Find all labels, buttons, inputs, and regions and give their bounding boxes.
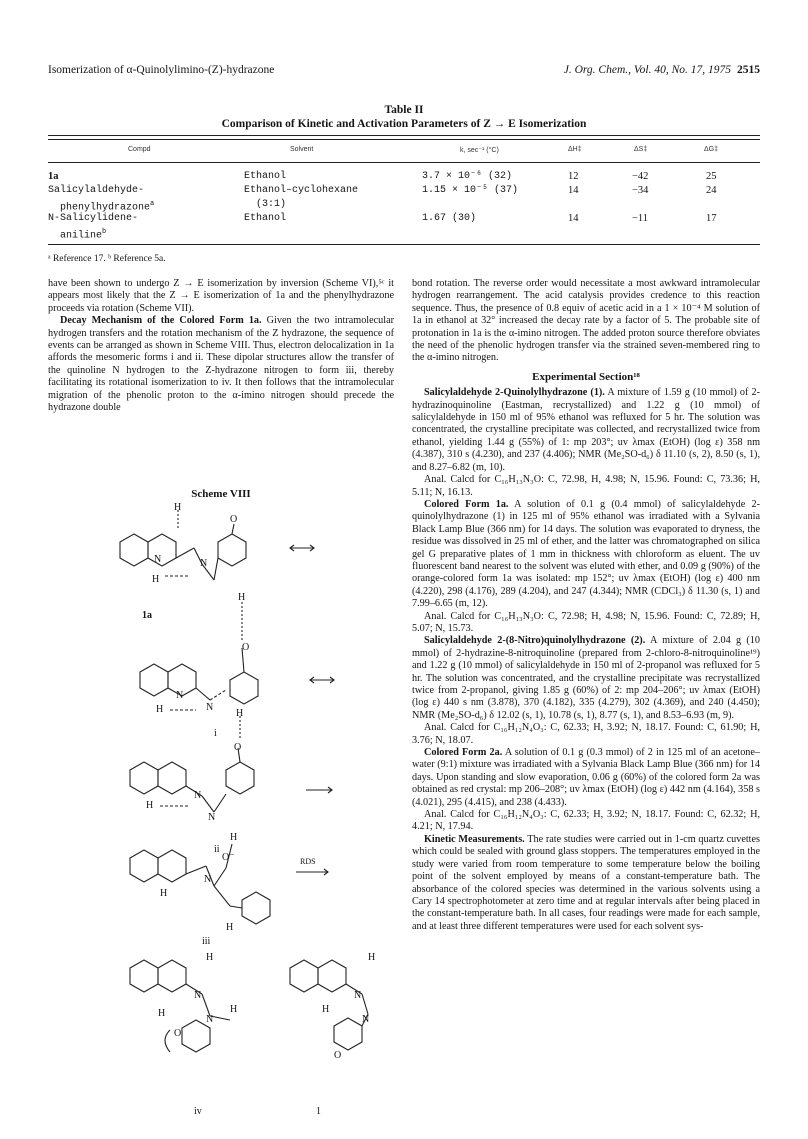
run-in-heading: Kinetic Measurements.	[424, 833, 525, 845]
svg-text:H: H	[146, 800, 154, 811]
running-header-journal	[564, 64, 760, 76]
svg-text:O⁻: O⁻	[222, 852, 235, 863]
svg-text:H: H	[156, 704, 164, 715]
cell-compd: 1a	[48, 171, 59, 182]
svg-text:H: H	[230, 1004, 238, 1015]
cell-dg: 17	[706, 213, 717, 224]
paragraph-text: A solution of 0.1 g (0.4 mmol) of salicylaldehyde 2-quinolylhydrazone (1) in 125 ml of 95% ethanol was irradiated with a Sylvania Black Lamp Blue (366 nm) for 14 days. The solution was evaporated to dryness, the residue was dissolved in 25 ml of ether, and the latter was chromatographed on silica gel G preparative plates of 1 mm in thickness with chloroform as eluent. The uv fluorescent band nearest to the solvent was eluted with ether, and 0.09 g (90%) of the orange-colored form 1a was isolated: mp 152°; uv λmax (EtOH) (log ε) 400 nm (4.220), 298 (4.176), 289 (4.204), and 247 (4.344); NMR (CDCl₃) δ 11.30 (s, 1) and 7.99–6.65 (m, 12).	[412, 498, 760, 610]
label-1a: 1a	[142, 610, 152, 621]
svg-text:H: H	[206, 952, 214, 963]
cell-compd: Salicylaldehyde-	[48, 185, 145, 196]
paragraph: Anal. Calcd for C₁₆H₁₂N₄O₃: C, 62.33; H, 3.92; N, 18.17. Found: C, 62.32; H, 4.21; N, 17.94.	[412, 809, 760, 833]
col-header-dg: ΔG‡	[704, 146, 719, 153]
cell-ds: −42	[632, 171, 649, 182]
table-footnote: ᵃ Reference 17. ᵇ Reference 5a.	[48, 254, 166, 264]
paragraph: Anal. Calcd for C₁₆H₁₃N₃O: C, 72.98; H, 4.98; N, 15.96. Found: C, 72.89; H, 5.07; N, 15.73.	[412, 610, 760, 634]
section-heading: Experimental Section¹⁸	[532, 370, 640, 383]
svg-text:H: H	[230, 832, 238, 843]
svg-text:H: H	[322, 1004, 330, 1015]
run-in-heading: Salicylaldehyde 2-(8-Nitro)quinolylhydrazone (2).	[424, 635, 646, 647]
cell-solvent-cont: (3:1)	[256, 199, 287, 210]
paragraph	[412, 747, 760, 809]
label-iii: iii	[202, 936, 211, 947]
run-in-heading: Decay Mechanism of the Colored Form 1a.	[60, 315, 262, 327]
cell-dh: 12	[568, 171, 579, 182]
svg-text:N: N	[362, 1014, 370, 1025]
paragraph: Anal. Calcd for C₁₆H₁₂N₄O₃: C, 62.33; H, 3.92; N, 18.17. Found: C, 61.90; H, 3.76; N, 18.07.	[412, 722, 760, 746]
paragraph	[412, 387, 760, 474]
svg-text:O: O	[334, 1050, 342, 1061]
svg-text:N: N	[206, 702, 214, 713]
paragraph: Anal. Calcd for C₁₆H₁₃N₃O: C, 72.98, H, 4.98; N, 15.96. Found: C, 73.36; H, 5.11; N, 16.13.	[412, 474, 760, 498]
cell-solvent: Ethanol	[244, 213, 287, 224]
cell-compd-cont-text: phenylhydrazone	[60, 202, 151, 214]
svg-text:H: H	[368, 952, 376, 963]
run-in-heading: Colored Form 1a.	[424, 498, 509, 510]
paragraph-text: A mixture of 2.04 g (10 mmol) of 2-hydrazine-8-nitroquinoline (prepared from 2-chloro-8-nitroquinoline¹⁹) and 1.22 g (10 mmol) of salicylaldehyde in 150 ml of 2-propanol was refluxed for 5 hr. The solution was concentrated, and the crystalline precipitate was recrystallized twice from 2-propanol, giving 1.85 g (60%) of 2: mp 204–206°; uv λmax (EtOH) (log ε) 440 s nm (3.878), 370 (4.182), 335 (4.279), 302 (4.369), and 240 (4.450); NMR (Me₂SO-d₆) δ 12.02 (s, 1), 10.78 (s, 1), 8.77 (s, 1), and 8.53–6.93 (m, 9).	[412, 635, 760, 721]
cell-k: 3.7 × 10⁻⁶ (32)	[422, 171, 513, 182]
svg-text:H: H	[174, 502, 182, 513]
right-column	[412, 278, 760, 933]
svg-text:O: O	[230, 514, 238, 525]
left-column	[48, 278, 394, 414]
label-i: i	[214, 728, 217, 739]
scheme-title: Scheme VIII	[191, 488, 251, 500]
cell-dg: 25	[706, 171, 717, 182]
cell-compd: N-Salicylidene-	[48, 213, 139, 224]
svg-text:N: N	[354, 990, 362, 1001]
footnote-marker: a	[150, 200, 155, 208]
svg-text:N: N	[206, 1014, 214, 1025]
svg-text:O: O	[242, 642, 250, 653]
table-top-rule	[48, 135, 760, 136]
running-header-title: Isomerization of α-Quinolylimino-(Z)-hydrazone	[48, 64, 275, 76]
scheme-viii-figure	[110, 500, 400, 1130]
col-header-solvent: Solvent	[290, 146, 314, 153]
run-in-heading: Colored Form 2a.	[424, 747, 503, 759]
label-1: 1	[316, 1106, 321, 1117]
svg-text:N: N	[204, 874, 212, 885]
svg-text:H: H	[226, 922, 234, 933]
svg-text:N: N	[200, 558, 208, 569]
paragraph-text: A mixture of 1.59 g (10 mmol) of 2-hydrazinoquinoline (Eastman, recrystallized) and 1.22 g (10 mmol) of salicylaldehyde in 150 ml of 95% ethanol was refluxed for 5 hr. The solution was concentrated, the crystalline precipitate was collected, and recrystallized twice from ethanol, yielding 1.44 g (55%) of 1: mp 203°; uv λmax (EtOH) (log ε) 358 nm (4.387), 310 s (4.230), and 237 (4.406); NMR (Me₂SO-d₆) δ 11.10 (s, 2), 8.50 (s, 1), and 8.27–6.82 (m, 10).	[412, 387, 760, 473]
cell-solvent: Ethanol	[244, 171, 287, 182]
paragraph-text: The rate studies were carried out in 1-cm quartz cuvettes which could be sealed with ground glass stoppers. The temperatures employed in the study were varied from room temperature to some temperature below the boiling point of the solvent employed by means of a constant-temperature bath. The absorbance of the colored species was determined in the various solvents using a Cary 14 spectrophotometer at zero time and at regular intervals after being placed in the constant-temperature bath. In all cases, four readings were made for each sample, and at least three different temperatures were used for each solvent sys-	[412, 833, 760, 932]
cell-k: 1.67 (30)	[422, 213, 477, 224]
label-ii: ii	[214, 844, 220, 855]
page-number: 2515	[737, 64, 760, 76]
cell-ds: −11	[632, 213, 649, 224]
paragraph: bond rotation. The reverse order would necessitate a most awkward intramolecular hydrogen rearrangement. The acid catalysis provides credence to this reaction sequence. Thus, the presence of 0.8 equiv of acetic acid in a 1 × 10⁻⁴ M solution of 1a in ethanol at 32° increased the decay rate by a factor of 5. The probable site of protonation in 1a is the α-imino nitrogen. The added proton source therefore obviates the need of the phenolic hydrogen transfer via the strained seven-membered ring to the α-imino nitrogen.	[412, 278, 760, 364]
svg-text:H: H	[158, 1008, 166, 1019]
svg-text:H: H	[236, 708, 244, 719]
footnote-marker: b	[102, 228, 107, 236]
cell-ds: −34	[632, 185, 649, 196]
cell-solvent: Ethanol–cyclohexane	[244, 185, 359, 196]
cell-dh: 14	[568, 185, 579, 196]
col-header-ds: ΔS‡	[634, 146, 648, 153]
svg-text:N: N	[208, 812, 216, 823]
svg-text:H: H	[238, 592, 246, 603]
col-header-dh: ΔH‡	[568, 146, 582, 153]
journal-citation: J. Org. Chem., Vol. 40, No. 17, 1975	[563, 64, 731, 76]
svg-text:O: O	[174, 1028, 182, 1039]
paragraph	[412, 635, 760, 722]
paragraph: have been shown to undergo Z → E isomerization by inversion (Scheme VI),⁵ᶜ it appears most likely that the Z → E isomerization of 1a and the phenylhydrazone proceeds via rotation (Scheme VII).	[48, 278, 394, 314]
paragraph	[412, 834, 760, 933]
svg-text:N: N	[194, 990, 202, 1001]
run-in-heading: Salicylaldehyde 2-Quinolylhydrazone (1).	[424, 387, 605, 399]
cell-dg: 24	[706, 185, 717, 196]
label-iv: iv	[194, 1106, 202, 1117]
table-header-rule	[48, 162, 760, 163]
svg-text:N: N	[154, 554, 162, 565]
table-bottom-rule	[48, 244, 760, 245]
col-header-k: k, sec⁻¹ (°C)	[460, 147, 499, 154]
paragraph-text: A solution of 0.1 g (0.3 mmol) of 2 in 125 ml of an acetone–water (9:1) mixture was irradiated with a Sylvania Black Lamp Blue (366 nm) for 14 days. Upon standing and slow evaporation, 0.06 g (60%) of the colored form 2a was obtained as red crystal: mp 206–208°; uv λmax (EtOH) (log ε) 442 nm (4.164), 358 s (4.021), 295 (4.415), and 238 (4.433).	[412, 747, 760, 808]
cell-dh: 14	[568, 213, 579, 224]
paragraph-text: Given the two intramolecular hydrogen transfers and the rotation mechanism of the Z hydrazone, the sequence of events can be arranged as shown in Scheme VIII. Thus, electron delocalization in 1a affords the mesomeric forms i and ii. These dipolar structures allow the transfer of the quinoline N hydrogen to the Z-hydrazone nitrogen to form iii, thereby facilitating its rotational isomerization to iv. It then follows that the intramolecular migration of the phenolic proton to the α-imino nitrogen should precede the hydrazone double	[48, 315, 394, 414]
label-rds: RDS	[300, 857, 316, 866]
svg-text:N: N	[176, 690, 184, 701]
cell-compd-cont	[60, 226, 106, 242]
table-title: Comparison of Kinetic and Activation Parameters of Z → E Isomerization	[221, 118, 587, 130]
svg-text:O: O	[234, 742, 242, 753]
cell-k: 1.15 × 10⁻⁵ (37)	[422, 185, 519, 196]
svg-text:N: N	[194, 790, 202, 801]
paragraph	[412, 499, 760, 611]
paragraph	[48, 315, 394, 414]
cell-compd-cont-text: aniline	[60, 230, 103, 242]
svg-text:H: H	[152, 574, 160, 585]
col-header-compd: Compd	[128, 146, 151, 153]
table-label: Table II	[384, 104, 424, 116]
table-top-rule-2	[48, 139, 760, 140]
svg-text:H: H	[160, 888, 168, 899]
